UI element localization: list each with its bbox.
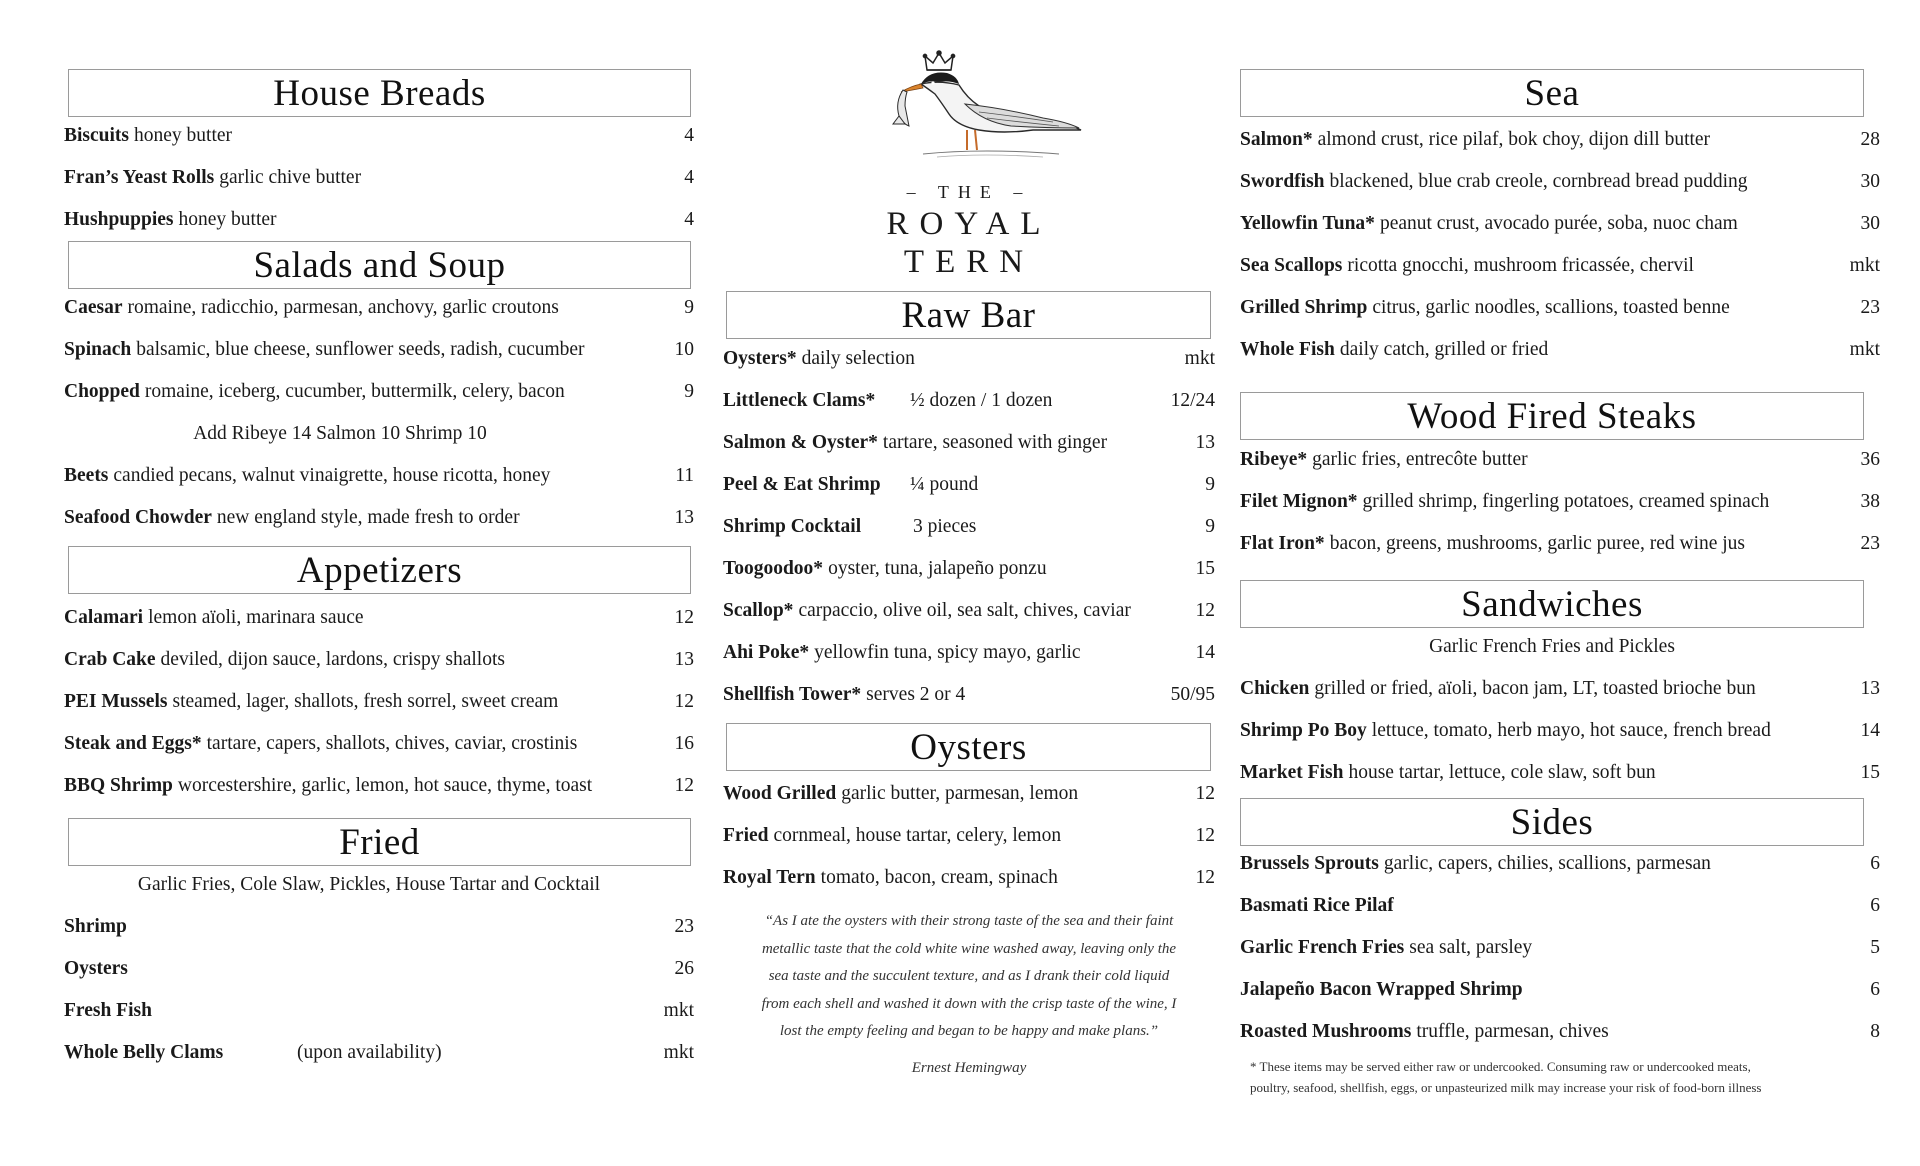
item-desc: balsamic, blue cheese, sunflower seeds, radish, cucumber: [136, 339, 585, 360]
item-price: 4: [684, 209, 694, 230]
item-price: 4: [684, 125, 694, 146]
menu-item: [64, 377, 694, 407]
menu-item: [1240, 209, 1880, 239]
item-note: ¼ pound: [910, 474, 979, 495]
item-name: Shellfish Tower*: [723, 684, 862, 705]
item-desc: tartare, capers, shallots, chives, caviar, crostinis: [206, 733, 578, 754]
item-note: ½ dozen / 1 dozen: [910, 390, 1053, 411]
item-desc: lettuce, tomato, herb mayo, hot sauce, french bread: [1371, 720, 1771, 741]
item-desc: cornmeal, house tartar, celery, lemon: [773, 825, 1062, 846]
item-price: 14: [1195, 642, 1215, 663]
item-desc: grilled or fried, aïoli, bacon jam, LT, toasted brioche bun: [1314, 678, 1756, 699]
item-price: 15: [1860, 762, 1880, 783]
menu-item: [64, 729, 694, 759]
menu-item: [64, 603, 694, 633]
logo-royal-text: ROYAL: [886, 206, 1052, 242]
menu-item: [723, 344, 1215, 374]
item-name: Chopped: [64, 381, 140, 402]
item-name: Scallop*: [723, 600, 794, 621]
item-name: Jalapeño Bacon Wrapped Shrimp: [1240, 979, 1523, 1000]
menu-item: [64, 687, 694, 717]
item-name: Ahi Poke*: [723, 642, 810, 663]
item-name: Filet Mignon*: [1240, 491, 1358, 512]
item-price: 30: [1860, 171, 1880, 192]
item-name: Shrimp Cocktail: [723, 516, 862, 537]
item-desc: garlic butter, parmesan, lemon: [841, 783, 1079, 804]
hemingway-quote: [723, 908, 1215, 1046]
item-desc: citrus, garlic noodles, scallions, toasted benne: [1372, 297, 1730, 318]
sandwiches-subtitle: Garlic French Fries and Pickles: [1429, 636, 1675, 657]
item-price: 6: [1870, 979, 1880, 1000]
menu-item: [1240, 849, 1880, 879]
appetizers-heading: Appetizers: [68, 546, 691, 594]
item-name: Swordfish: [1240, 171, 1325, 192]
menu-item: [64, 771, 694, 801]
item-name: Biscuits: [64, 125, 130, 146]
tern-bird-illustration: [883, 50, 1083, 165]
item-name: Whole Fish: [1240, 339, 1335, 360]
item-name: Oysters*: [723, 348, 797, 369]
item-desc: candied pecans, walnut vinaigrette, house ricotta, honey: [113, 465, 551, 486]
item-name: Salmon & Oyster*: [723, 432, 878, 453]
raw-bar-heading: Raw Bar: [726, 291, 1211, 339]
item-name: Fran’s Yeast Rolls: [64, 167, 215, 188]
item-desc: new england style, made fresh to order: [216, 507, 520, 528]
item-price: 9: [1205, 516, 1215, 537]
logo-the-text: – THE –: [906, 182, 1032, 202]
menu-item: [723, 386, 1215, 416]
menu-item: [64, 461, 694, 491]
item-desc: grilled shrimp, fingerling potatoes, creamed spinach: [1362, 491, 1770, 512]
logo-tern-text: TERN: [903, 244, 1035, 280]
item-price: 23: [1860, 533, 1880, 554]
item-name: Roasted Mushrooms: [1240, 1021, 1412, 1042]
item-name: Whole Belly Clams: [64, 1042, 224, 1063]
item-name: Steak and Eggs*: [64, 733, 202, 754]
item-price: 38: [1860, 491, 1880, 512]
menu-item: [64, 121, 694, 151]
item-desc: blackened, blue crab creole, cornbread bread pudding: [1329, 171, 1748, 192]
item-name: Fresh Fish: [64, 1000, 152, 1021]
quote-line: lost the empty feeling and began to be happy and make plans.”: [779, 1023, 1159, 1039]
menu-item: [1240, 716, 1880, 746]
item-price: 12: [674, 775, 694, 796]
item-desc: steamed, lager, shallots, fresh sorrel, sweet cream: [172, 691, 559, 712]
menu-item: [1240, 1017, 1880, 1047]
item-price: 12: [1195, 867, 1215, 888]
steaks-heading: Wood Fired Steaks: [1240, 392, 1864, 440]
item-desc: oyster, tuna, jalapeño ponzu: [828, 558, 1047, 579]
item-desc: daily selection: [801, 348, 915, 369]
item-name: BBQ Shrimp: [64, 775, 173, 796]
item-desc: honey butter: [134, 125, 233, 146]
menu-item: [1240, 758, 1880, 788]
item-desc: honey butter: [178, 209, 277, 230]
item-price: 12: [674, 691, 694, 712]
item-desc: deviled, dijon sauce, lardons, crispy shallots: [160, 649, 505, 670]
quote-line: “As I ate the oysters with their strong taste of the sea and their faint: [764, 913, 1174, 929]
item-desc: serves 2 or 4: [866, 684, 966, 705]
item-price: 6: [1870, 853, 1880, 874]
item-name: Sea Scallops: [1240, 255, 1343, 276]
item-desc: yellowfin tuna, spicy mayo, garlic: [814, 642, 1081, 663]
item-price: 28: [1860, 129, 1880, 150]
item-desc: house tartar, lettuce, cole slaw, soft bun: [1348, 762, 1656, 783]
footnote-line: poultry, seafood, shellfish, eggs, or unpasteurized milk may increase your risk of food-born illness: [1250, 1080, 1762, 1095]
sides-heading: Sides: [1240, 798, 1864, 846]
item-name: Yellowfin Tuna*: [1240, 213, 1375, 234]
item-name: Hushpuppies: [64, 209, 174, 230]
item-desc: garlic chive butter: [219, 167, 362, 188]
menu-item: [1240, 445, 1880, 475]
item-name: Littleneck Clams*: [723, 390, 876, 411]
menu-item: [1240, 293, 1880, 323]
menu-item: [64, 996, 694, 1026]
item-price: mkt: [1849, 339, 1880, 360]
item-desc: bacon, greens, mushrooms, garlic puree, red wine jus: [1329, 533, 1746, 554]
item-desc: almond crust, rice pilaf, bok choy, dijon dill butter: [1317, 129, 1711, 150]
item-name: Wood Grilled: [723, 783, 837, 804]
menu-item: [1240, 975, 1880, 1005]
item-price: mkt: [663, 1042, 694, 1063]
item-desc: peanut crust, avocado purée, soba, nuoc cham: [1379, 213, 1738, 234]
item-price: 12: [1195, 825, 1215, 846]
item-desc: romaine, iceberg, cucumber, buttermilk, celery, bacon: [144, 381, 565, 402]
item-name: Spinach: [64, 339, 132, 360]
item-name: Chicken: [1240, 678, 1310, 699]
menu-item: [64, 954, 694, 984]
item-price: 50/95: [1170, 684, 1215, 705]
menu-item: [64, 1038, 694, 1068]
item-price: 15: [1195, 558, 1215, 579]
item-name: Peel & Eat Shrimp: [723, 474, 881, 495]
oysters-heading: Oysters: [726, 723, 1211, 771]
item-price: 30: [1860, 213, 1880, 234]
menu-item: [723, 470, 1215, 500]
item-name: Toogoodoo*: [723, 558, 824, 579]
item-name: Garlic French Fries: [1240, 937, 1405, 958]
item-desc: carpaccio, olive oil, sea salt, chives, caviar: [798, 600, 1131, 621]
item-price: 26: [674, 958, 694, 979]
food-safety-footnote: [1250, 1056, 1860, 1098]
item-price: 13: [674, 649, 694, 670]
item-desc: daily catch, grilled or fried: [1339, 339, 1549, 360]
menu-item: [1240, 891, 1880, 921]
menu-item: [723, 680, 1215, 710]
item-price: mkt: [1184, 348, 1215, 369]
item-price: mkt: [1849, 255, 1880, 276]
menu-item: [723, 596, 1215, 626]
salads-heading: Salads and Soup: [68, 241, 691, 289]
item-price: 23: [1860, 297, 1880, 318]
menu-item: [723, 779, 1215, 809]
item-name: Calamari: [64, 607, 144, 628]
item-name: Shrimp: [64, 916, 127, 937]
item-price: 23: [674, 916, 694, 937]
item-name: Ribeye*: [1240, 449, 1308, 470]
item-price: 10: [674, 339, 694, 360]
item-desc: romaine, radicchio, parmesan, anchovy, garlic croutons: [127, 297, 559, 318]
menu-item: [64, 503, 694, 533]
item-price: 12: [1195, 783, 1215, 804]
menu-item: [1240, 674, 1880, 704]
item-price: 6: [1870, 895, 1880, 916]
menu-item: [1240, 251, 1880, 281]
menu-item: [64, 645, 694, 675]
item-name: Flat Iron*: [1240, 533, 1325, 554]
sandwiches-heading: Sandwiches: [1240, 580, 1864, 628]
menu-item: [1240, 335, 1880, 365]
item-price: 12/24: [1170, 390, 1215, 411]
menu-item: [723, 863, 1215, 893]
fried-heading: Fried: [68, 818, 691, 866]
item-desc: garlic fries, entrecôte butter: [1312, 449, 1528, 470]
menu-item: [64, 205, 694, 235]
item-price: 9: [684, 297, 694, 318]
salad-addon-note: Add Ribeye 14 Salmon 10 Shrimp 10: [193, 423, 487, 444]
item-name: Salmon*: [1240, 129, 1313, 150]
item-name: Market Fish: [1240, 762, 1344, 783]
quote-author: Ernest Hemingway: [911, 1060, 1027, 1076]
item-name: Fried: [723, 825, 769, 846]
menu-item: [64, 912, 694, 942]
item-desc: truffle, parmesan, chives: [1416, 1021, 1609, 1042]
menu-item: [1240, 167, 1880, 197]
item-price: 8: [1870, 1021, 1880, 1042]
menu-item: [64, 335, 694, 365]
item-desc: lemon aïoli, marinara sauce: [148, 607, 364, 628]
item-price: 16: [674, 733, 694, 754]
menu-item: [723, 821, 1215, 851]
item-price: 11: [675, 465, 694, 486]
menu-item: [1240, 529, 1880, 559]
item-name: Royal Tern: [723, 867, 816, 888]
item-name: PEI Mussels: [64, 691, 168, 712]
item-price: 13: [1195, 432, 1215, 453]
item-name: Crab Cake: [64, 649, 156, 670]
item-price: 13: [1860, 678, 1880, 699]
fried-subtitle: Garlic Fries, Cole Slaw, Pickles, House Tartar and Cocktail: [137, 874, 601, 895]
item-price: 13: [674, 507, 694, 528]
menu-item: [1240, 125, 1880, 155]
item-price: 36: [1860, 449, 1880, 470]
item-price: 14: [1860, 720, 1880, 741]
menu-item: [723, 554, 1215, 584]
item-name: Shrimp Po Boy: [1240, 720, 1367, 741]
item-desc: sea salt, parsley: [1409, 937, 1533, 958]
menu-item: [723, 512, 1215, 542]
item-name: Beets: [64, 465, 109, 486]
item-price: 12: [674, 607, 694, 628]
item-name: Basmati Rice Pilaf: [1240, 895, 1394, 916]
item-price: 12: [1195, 600, 1215, 621]
item-desc: ricotta gnocchi, mushroom fricassée, chervil: [1347, 255, 1694, 276]
item-note: 3 pieces: [913, 516, 977, 537]
item-desc: tartare, seasoned with ginger: [882, 432, 1108, 453]
item-desc: tomato, bacon, cream, spinach: [820, 867, 1058, 888]
item-desc: worcestershire, garlic, lemon, hot sauce, thyme, toast: [177, 775, 593, 796]
item-name: Oysters: [64, 958, 128, 979]
royal-tern-logo: [723, 50, 1215, 280]
item-price: mkt: [663, 1000, 694, 1021]
menu-item: [723, 428, 1215, 458]
menu-item: [64, 293, 694, 323]
footnote-line: * These items may be served either raw or undercooked. Consuming raw or undercooked meats,: [1250, 1059, 1751, 1074]
item-name: Seafood Chowder: [64, 507, 212, 528]
sea-heading: Sea: [1240, 69, 1864, 117]
quote-line: metallic taste that the cold white wine washed away, leaving only the: [761, 940, 1177, 957]
menu-item: [1240, 933, 1880, 963]
quote-line: from each shell and washed it down with the crisp taste of the wine, I: [761, 995, 1177, 1012]
item-price: 9: [684, 381, 694, 402]
menu-item: [723, 638, 1215, 668]
item-name: Grilled Shrimp: [1240, 297, 1368, 318]
menu-item: [64, 163, 694, 193]
quote-line: sea taste and the succulent texture, and as I drank their cold liquid: [768, 968, 1170, 984]
item-name: Caesar: [64, 297, 123, 318]
item-name: Brussels Sprouts: [1240, 853, 1379, 874]
item-price: 5: [1870, 937, 1880, 958]
item-price: 9: [1205, 474, 1215, 495]
item-desc: garlic, capers, chilies, scallions, parmesan: [1383, 853, 1711, 874]
item-price: 4: [684, 167, 694, 188]
house-breads-heading: House Breads: [68, 69, 691, 117]
menu-item: [1240, 487, 1880, 517]
item-note: (upon availability): [297, 1042, 442, 1063]
